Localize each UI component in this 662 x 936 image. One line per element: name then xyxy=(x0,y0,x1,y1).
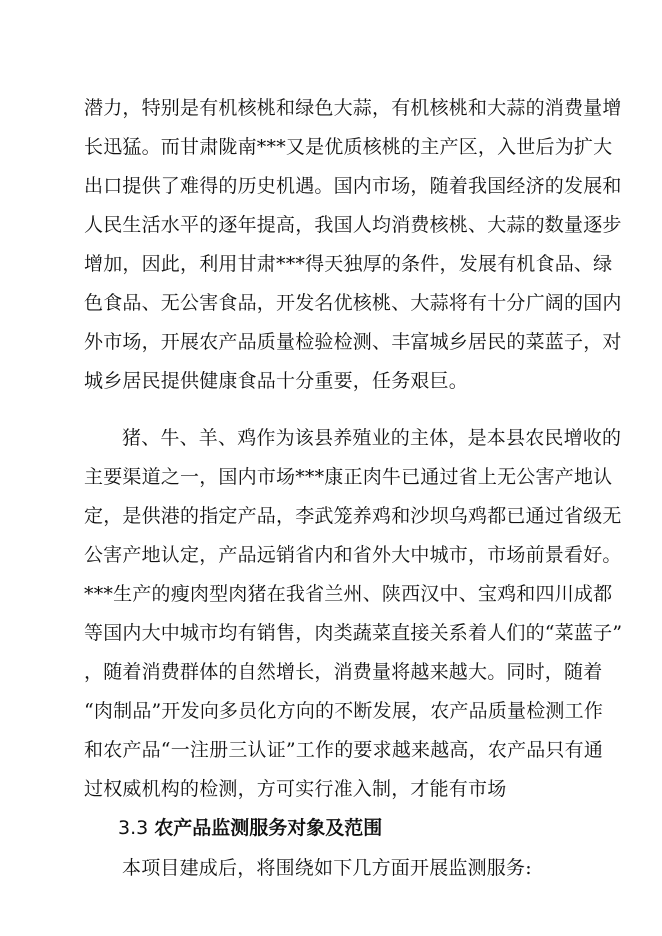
text-line: 潜力，特别是有机核桃和绿色大蒜，有机核桃和大蒜的消费量增 xyxy=(84,97,622,119)
text-line: 外市场，开展农产品质量检验检测、丰富城乡居民的菜蓝子，对 xyxy=(84,331,622,353)
text-line: “肉制品”开发向多员化方向的不断发展，农产品质量检测工作 xyxy=(84,700,604,722)
text-line: 增加，因此，利用甘肃***得天独厚的条件，发展有机食品、绿 xyxy=(84,253,613,275)
text-line: 和农产品“一注册三认证”工作的要求越来越高，农产品只有通 xyxy=(84,739,604,761)
text-line: ，随着消费群体的自然增长，消费量将越来越大。同时，随着 xyxy=(84,661,603,683)
section-title: 农产品监测服务对象及范围 xyxy=(154,817,383,839)
text-line: 色食品、无公害食品，开发名优核桃、大蒜将有十分广阔的国内 xyxy=(84,292,622,314)
text-line: ***生产的瘦肉型肉猪在我省兰州、陕西汉中、宝鸡和四川成都 xyxy=(84,583,613,605)
text-line: 等国内大中城市均有销售，肉类蔬菜直接关系着人们的“菜蓝子” xyxy=(84,622,623,644)
section-number: 3.3 xyxy=(118,817,149,839)
text-line: 本项目建成后，将围绕如下几方面开展监测服务: xyxy=(122,857,532,879)
text-line: 猪、牛、羊、鸡作为该县养殖业的主体，是本县农民增收的 xyxy=(122,427,622,449)
text-line: 过权威机构的检测，方可实行准入制，才能有市场 xyxy=(84,778,507,800)
section-heading xyxy=(118,816,382,840)
text-line: 公害产地认定，产品远销省内和省外大中城市，市场前景看好。 xyxy=(84,544,622,566)
text-line: 主要渠道之一，国内市场***康正肉牛已通过省上无公害产地认 xyxy=(84,466,613,488)
text-line: 定，是供港的指定产品，李武笼养鸡和沙坝乌鸡都已通过省级无 xyxy=(84,505,622,527)
text-line: 出口提供了难得的历史机遇。国内市场，随着我国经济的发展和 xyxy=(84,175,622,197)
text-line: 长迅猛。而甘肃陇南***又是优质核桃的主产区，入世后为扩大 xyxy=(84,136,613,158)
text-line: 人民生活水平的逐年提高，我国人均消费核桃、大蒜的数量逐步 xyxy=(84,214,622,236)
text-line: 城乡居民提供健康食品十分重要，任务艰巨。 xyxy=(84,370,469,392)
